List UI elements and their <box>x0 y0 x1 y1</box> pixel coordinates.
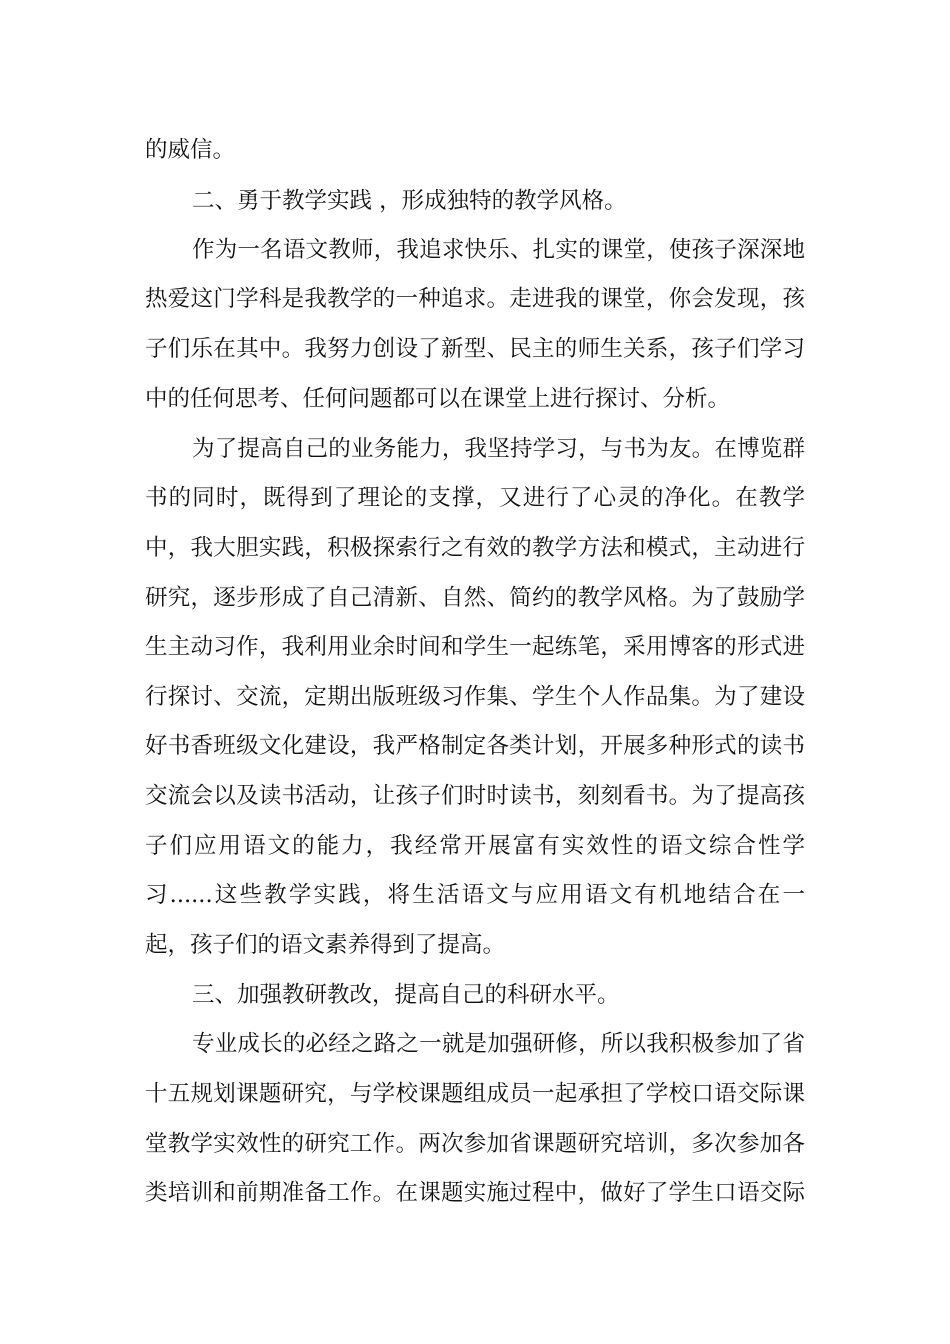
section-heading: 三、加强教研教改，提高自己的科研水平。 <box>192 982 620 1008</box>
text-line: 交流会以及读书活动，让孩子们时时读书，刻刻看书。为了提高孩 <box>145 783 805 809</box>
text-line: 子们应用语文的能力，我经常开展富有实效性的语文综合性学 <box>145 833 805 859</box>
text-line: 类培训和前期准备工作。在课题实施过程中，做好了学生口语交际 <box>145 1180 805 1206</box>
text-line: 为了提高自己的业务能力，我坚持学习，与书为友。在博览群 <box>192 436 805 462</box>
text-line: 十五规划课题研究，与学校课题组成员一起承担了学校口语交际课 <box>145 1081 805 1107</box>
text-line: 中，我大胆实践，积极探索行之有效的教学方法和模式，主动进行 <box>145 535 805 561</box>
text-line: 子们乐在其中。我努力创设了新型、民主的师生关系，孩子们学习 <box>145 336 805 362</box>
text-line: 好书香班级文化建设，我严格制定各类计划，开展多种形式的读书 <box>145 733 805 759</box>
text-line: 的威信。 <box>145 137 236 163</box>
text-line: 专业成长的必经之路之一就是加强研修，所以我积极参加了省 <box>192 1031 805 1057</box>
text-line: 作为一名语文教师，我追求快乐、扎实的课堂，使孩子深深地 <box>192 237 805 263</box>
text-line: 起，孩子们的语文素养得到了提高。 <box>145 932 506 958</box>
text-line: 习......这些教学实践，将生活语文与应用语文有机地结合在一 <box>145 882 805 908</box>
text-line: 书的同时，既得到了理论的支撑，又进行了心灵的净化。在教学 <box>145 485 805 511</box>
section-heading: 二、勇于教学实践 ，形成独特的教学风格。 <box>192 188 627 214</box>
text-line: 研究，逐步形成了自己清新、自然、简约的教学风格。为了鼓励学 <box>145 585 805 611</box>
text-line: 中的任何思考、任何问题都可以在课堂上进行探讨、分析。 <box>145 386 731 412</box>
text-line: 热爱这门学科是我教学的一种追求。走进我的课堂，你会发现，孩 <box>145 286 805 312</box>
text-line: 堂教学实效性的研究工作。两次参加省课题研究培训，多次参加各 <box>145 1131 805 1157</box>
text-line: 生主动习作，我利用业余时间和学生一起练笔，采用博客的形式进 <box>145 634 805 660</box>
text-line: 行探讨、交流，定期出版班级习作集、学生个人作品集。为了建设 <box>145 684 805 710</box>
